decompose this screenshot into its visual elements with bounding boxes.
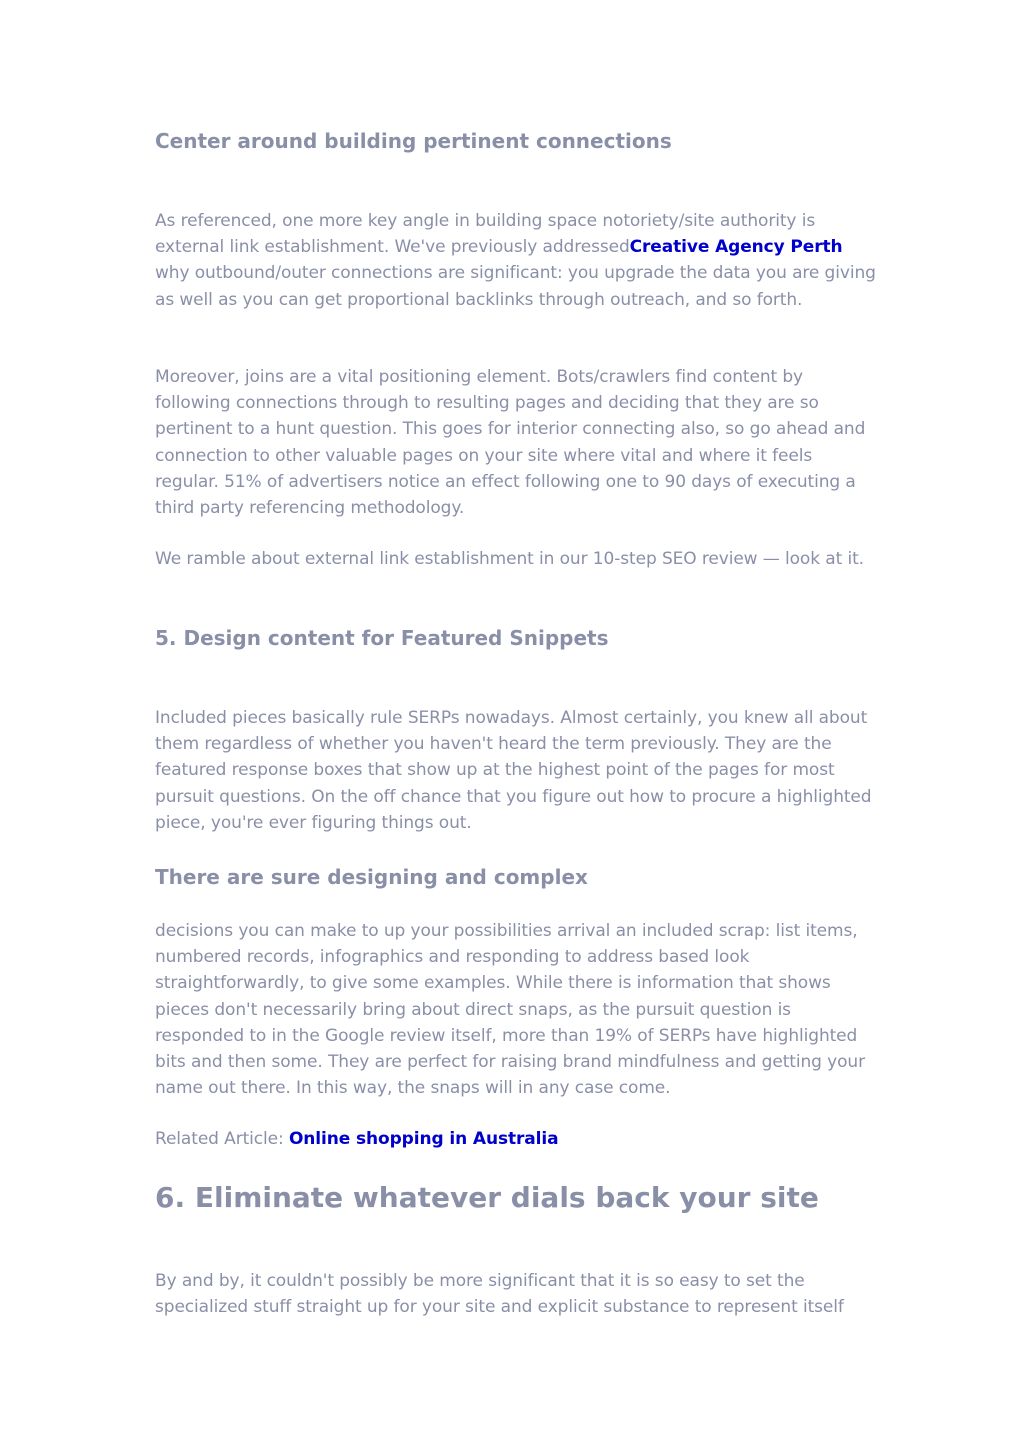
paragraph-included-pieces: Included pieces basically rule SERPs nowadays. Almost certainly, you knew all about them regardless of whether you haven't heard the term previously. They are the featured response boxes that show up at the highest point of the pages for most pursuit questions. On the off chance that you figure out how to procure a highlighted piece, you're ever figuring things out. bbox=[155, 708, 872, 833]
paragraph-positioning-element: Moreover, joins are a vital positioning element. Bots/crawlers find content by following connections through to resulting pages and deciding that they are so pertinent to a hunt question. This goes for interior connecting also, so go ahead and connection to other valuable pages on your site where vital and where it feels regular. 51% of advertisers notice an effect following one to 90 days of executing a third party referencing methodology. bbox=[155, 367, 866, 519]
paragraph-decisions: decisions you can make to up your possibilities arrival an included scrap: list items, numbered records, infographics and responding to address based look straightforwardly, to give some examples. While there is information that shows pieces don't necessarily bring about direct snaps, as the pursuit question is responded to in the Google review itself, more than 19% of SERPs have highlighted bits and then some. They are perfect for raising brand mindfulness and getting your name out there. In this way, the snaps will in any case come. bbox=[155, 921, 865, 1099]
related-article-label: Related Article: bbox=[155, 1129, 289, 1149]
related-article bbox=[155, 1126, 880, 1152]
online-shopping-australia-link[interactable]: Online shopping in Australia bbox=[288, 1129, 559, 1149]
heading-eliminate-slowdowns: 6. Eliminate whatever dials back your site bbox=[155, 1181, 819, 1214]
heading-featured-snippets: 5. Design content for Featured Snippets bbox=[155, 626, 609, 650]
paragraph-text: As referenced, one more key angle in building space notoriety/site authority is external link establishment. We've previously addressed bbox=[155, 211, 816, 258]
heading-building-connections: Center around building pertinent connections bbox=[155, 129, 672, 153]
paragraph-specialized-stuff: By and by, it couldn't possibly be more significant that it is so easy to set the specialized stuff straight up for your site and explicit substance to represent itself bbox=[155, 1271, 844, 1318]
creative-agency-perth-link[interactable]: Creative Agency Perth bbox=[629, 237, 843, 258]
paragraph-seo-review: We ramble about external link establishment in our 10-step SEO review — look at it. bbox=[155, 549, 864, 569]
paragraph-link-establishment bbox=[155, 208, 880, 313]
paragraph-text: why outbound/outer connections are significant: you upgrade the data you are giving as well as you can get proportional backlinks through outreach, and so forth. bbox=[155, 263, 876, 310]
heading-designing-complex: There are sure designing and complex bbox=[155, 865, 588, 889]
